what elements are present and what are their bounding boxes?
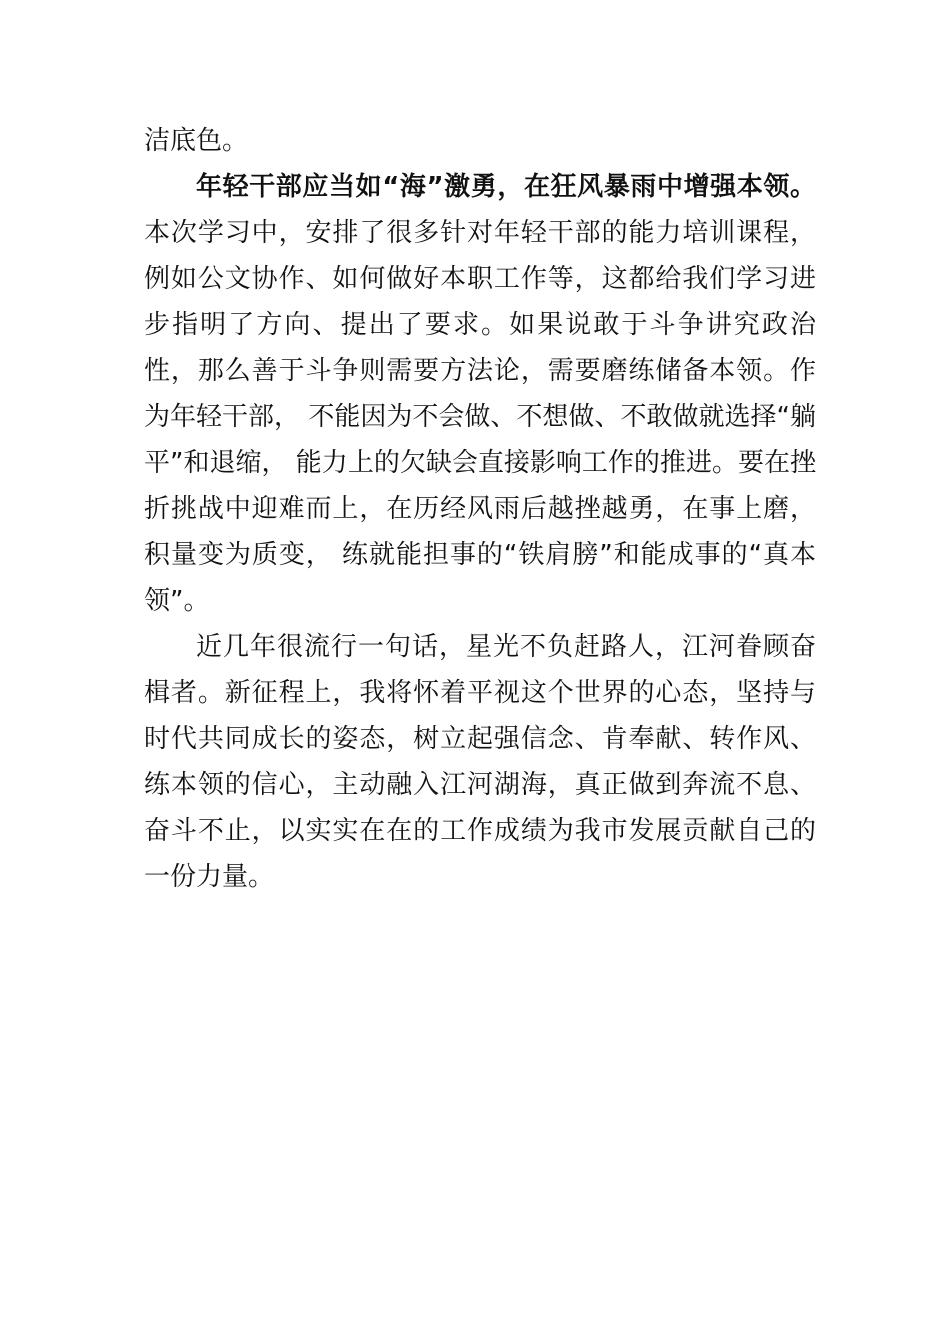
paragraph-text: 洁底色。 [144,126,249,156]
paragraph-text: 近几年很流行一句话，星光不负赶路人，江河眷顾奋楫者。新征程上，我将怀着平视这个世界的心态，坚持与时代共同成长的姿态，树立起强信念、肯奉献、转作风、练本领的信心，主动融入江河湖海，真正做到奔流不息、奋斗不止，以实实在在的工作成绩为我市发展贡献自己的一份力量。 [144,632,816,892]
paragraph-continuation [144,118,816,164]
paragraph-heading: 年轻干部应当如“海”激勇，在狂风暴雨中增强本领。 [196,172,816,202]
paragraph-young-cadres [144,164,816,624]
paragraph-text: 本次学习中，安排了很多针对年轻干部的能力培训课程，例如公文协作、如何做好本职工作等，这都给我们学习进步指明了方向、提出了要求。如果说敢于斗争讲究政治性，那么善于斗争则需要方法论，需要磨练储备本领。作为年轻干部， 不能因为不会做、不想做、不敢做就选择“躺平”和退缩， 能力上的欠缺会直接影响工作的推进。要在挫折挑战中迎难而上，在历经风雨后越挫越勇，在事上磨，积量变为质变， 练就能担事的“铁肩膀”和能成事的“真本领”。 [144,218,816,616]
document-body [144,118,816,900]
paragraph-conclusion [144,624,816,900]
